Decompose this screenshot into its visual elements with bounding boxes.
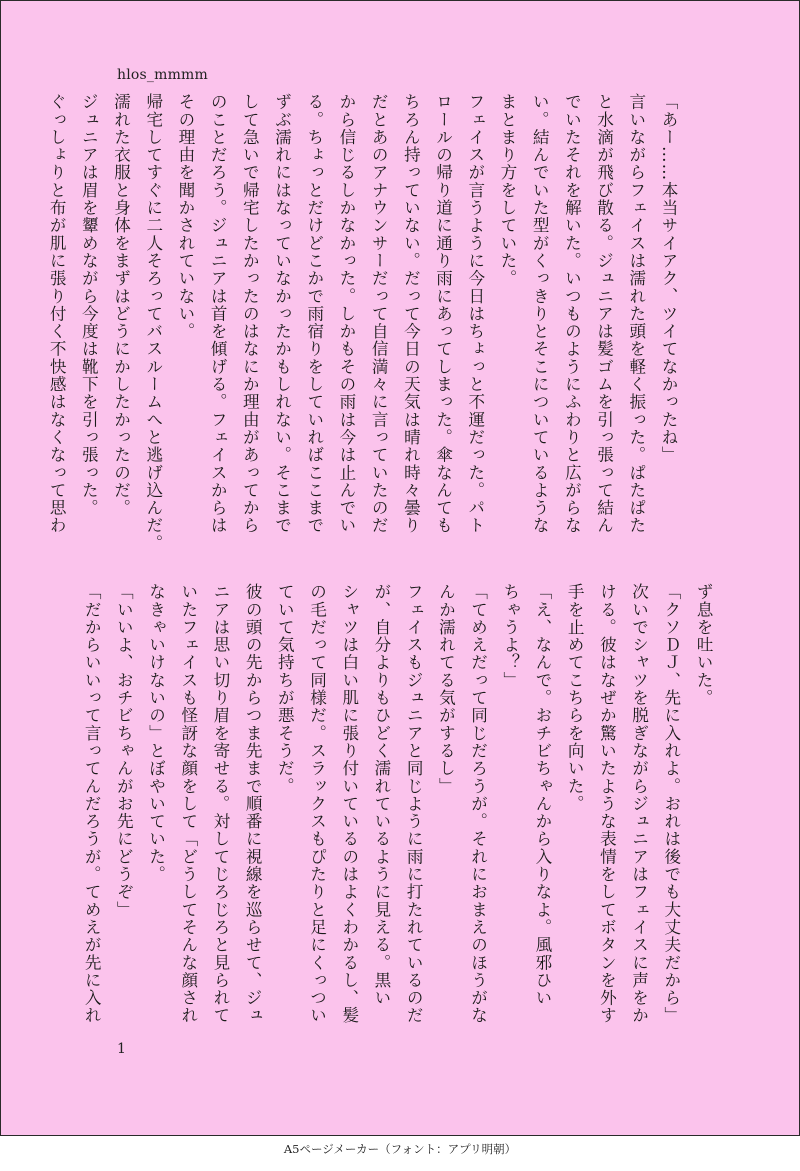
text-column: ジュニアは眉を顰めながら今度は靴下を引っ張った。 <box>79 93 99 517</box>
text-column: ず息を吐いた。 <box>694 583 713 707</box>
text-column: る。ちょっとだけどこかで雨宿りをしていればここまで <box>304 93 324 535</box>
text-column: なきゃいけないの」とぼやいていた。 <box>146 583 166 884</box>
text-column: フェイスもジュニアと同じように雨に打たれているのだ <box>404 583 424 1025</box>
text-column: 「え、なんで。おチビちゃんから入りなよ。風邪ひい <box>532 583 552 1007</box>
text-column: ぐっしょりと布が肌に張り付く不快感はなくなって思わ <box>47 93 67 535</box>
footer-caption: A5ページメーカー（フォント：アプリ明朝） <box>283 1142 517 1156</box>
text-column: ニアは思い切り眉を寄せる。対してじろじろと見られて <box>210 583 230 1025</box>
text-block-bottom <box>75 583 719 1028</box>
text-column: 「てめえだって同じだろうが。それにおまえのほうがな <box>468 583 488 1025</box>
page-number: 1 <box>117 1041 126 1057</box>
text-column: 言いながらフェイスは濡れた頭を軽く振った。ぱたぱた <box>626 93 646 535</box>
text-column: ロールの帰り道に通り雨にあってしまった。傘なんても <box>433 93 453 535</box>
text-column: その理由を聞かされていない。 <box>175 93 195 341</box>
text-column: から信じるしかなかった。しかもその雨は今は止んでい <box>336 93 356 535</box>
text-column: ずぶ濡れにはなっていなかったかもしれない。そこまで <box>272 93 292 535</box>
text-column: 濡れた衣服と身体をまずはどうにかしたかったのだ。 <box>111 93 131 517</box>
text-column: 帰宅してすぐに二人そろってバスルームへと逃げ込んだ。 <box>143 93 163 552</box>
text-column: 「クソＤＪ、先に入れよ。おれは後でも大丈夫だから」 <box>661 583 681 1025</box>
text-column: して急いで帰宅したかったのはなにか理由があってから <box>240 93 260 535</box>
text-column: い。結んでいた型がくっきりとそこについているような <box>530 93 550 535</box>
text-column: フェイスが言うように今日はちょっと不運だった。パト <box>465 93 485 535</box>
text-column: ちろん持っていない。だって今日の天気は晴れ時々曇り <box>401 93 421 535</box>
text-column: 「だからいいって言ってんだろうが。てめえが先に入れ <box>82 583 102 1025</box>
text-column: ていて気持ちが悪そうだ。 <box>275 583 295 795</box>
text-column: 「いいよ、おチビちゃんがお先にどうぞ」 <box>114 583 134 919</box>
text-column: シャツは白い肌に張り付いているのはよくわかるし、髪 <box>339 583 359 1025</box>
text-column: 彼の頭の先からつま先まで順番に視線を巡らせて、ジュ <box>243 583 263 1025</box>
text-column: の毛だって同様だ。スラックスもぴたりと足にくっつい <box>307 583 327 1025</box>
text-column: でいたそれを解いた。いつものようにふわりと広がらな <box>562 93 582 535</box>
text-column: だとあのアナウンサーだって自信満々に言っていたのだ <box>369 93 389 535</box>
text-column: 手を止めてこちらを向いた。 <box>565 583 585 813</box>
text-block-top <box>40 93 684 552</box>
text-column: まとまり方をしていた。 <box>497 93 517 288</box>
text-column: 次いでシャツを脱ぎながらジュニアはフェイスに声をか <box>629 583 649 1025</box>
text-column: ちゃうよ？」 <box>500 583 520 689</box>
text-column: んか濡れてる気がするし」 <box>436 583 456 795</box>
text-column: が、自分よりもひどく濡れているように見える。黒い <box>371 583 391 1007</box>
text-column: いたフェイスも怪訝な顔をして「どうしてそんな顔され <box>178 583 198 1025</box>
author-name: hlos_mmmm <box>117 67 209 83</box>
text-column: のことだろう。ジュニアは首を傾げる。フェイスからは <box>208 93 228 535</box>
text-column: と水滴が飛び散る。ジュニアは髪ゴムを引っ張って結ん <box>594 93 614 535</box>
text-column: 「あー……本当サイアク、ツイてなかったね」 <box>659 93 678 464</box>
text-column: ける。彼はなぜか驚いたような表情をしてボタンを外す <box>597 583 617 1025</box>
